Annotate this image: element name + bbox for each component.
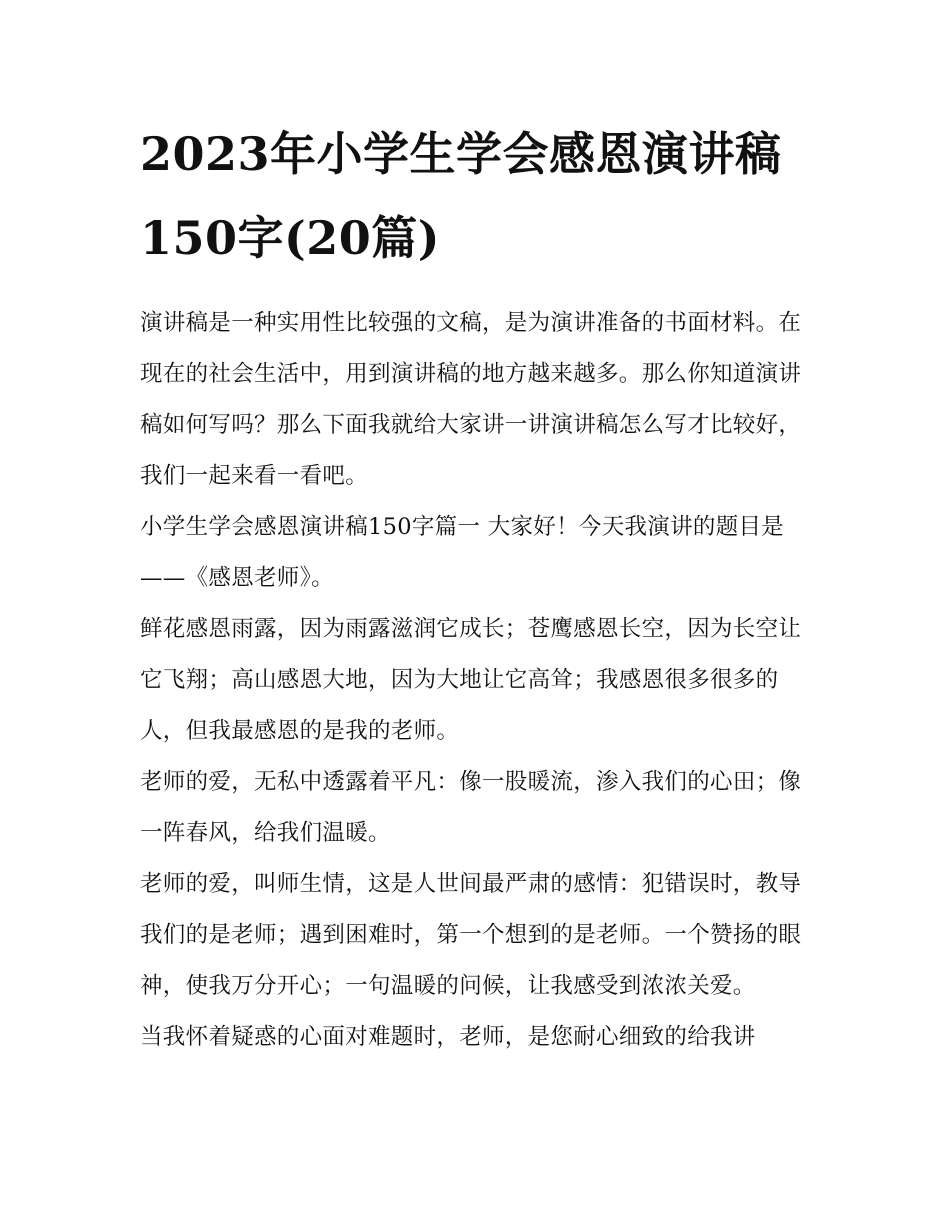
- paragraph-speech-opening: 小学生学会感恩演讲稿150字篇一 大家好！今天我演讲的题目是——《感恩老师》。: [140, 514, 785, 591]
- paragraph-facing-difficulties: 当我怀着疑惑的心面对难题时，老师，是您耐心细致的给我讲: [140, 1024, 756, 1050]
- paragraph-gratitude-nature: 鲜花感恩雨露，因为雨露滋润它成长；苍鹰感恩长空，因为长空让它飞翔；高山感恩大地，因为大地让它高耸；我感恩很多很多的人，但我最感恩的是我的老师。: [140, 616, 802, 744]
- document-title: 2023年小学生学会感恩演讲稿150字(20篇): [140, 127, 782, 265]
- paragraph-intro: 演讲稿是一种实用性比较强的文稿，是为演讲准备的书面材料。在现在的社会生活中，用到演讲稿的地方越来越多。那么你知道演讲稿如何写吗？那么下面我就给大家讲一讲演讲稿怎么写才比较好，我们一起来看一看吧。: [140, 310, 802, 489]
- paragraph-teacher-student-bond: 老师的爱，叫师生情，这是人世间最严肃的感情：犯错误时，教导我们的是老师；遇到困难时，第一个想到的是老师。一个赞扬的眼神，使我万分开心；一句温暖的问候，让我感受到浓浓关爱。: [140, 871, 802, 999]
- document-page: [140, 112, 820, 1063]
- paragraph-teacher-love-ordinary: 老师的爱，无私中透露着平凡：像一股暖流，渗入我们的心田；像一阵春风，给我们温暖。: [140, 769, 802, 846]
